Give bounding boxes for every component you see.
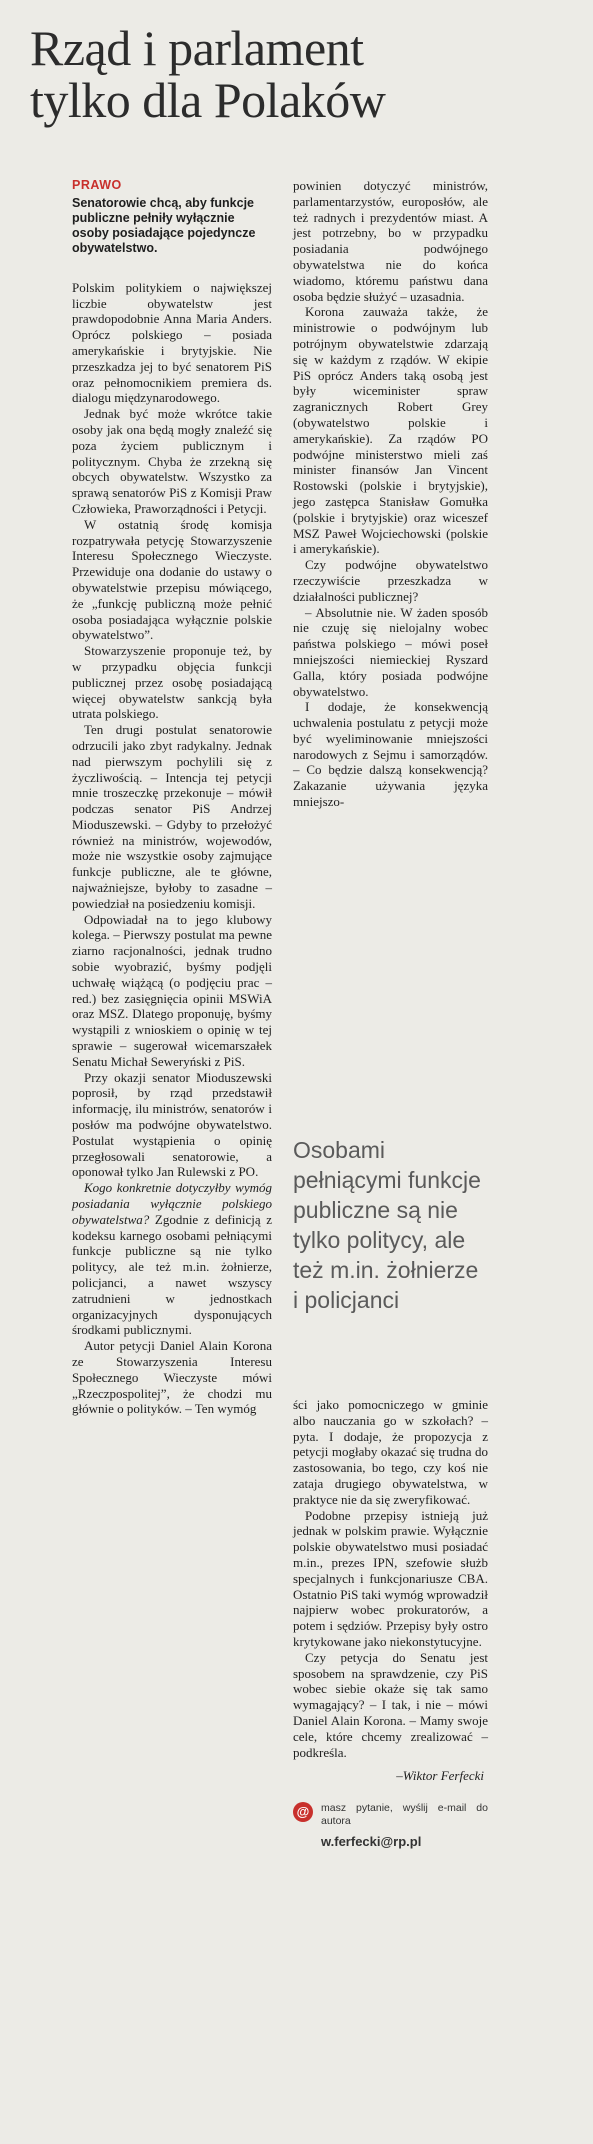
contact-label: masz pytanie, wyślij e-mail do autora	[321, 1802, 488, 1828]
body-paragraph: powinien dotyczyć ministrów, parlamentarzystów, europosłów, ale też radnych i prezydentów miast. A jest potrzebny, bo w przypadku posiadania podwójnego obywatelstwa nie do końca wiadomo, któremu państwu dana osoba będzie służyć – uzasadnia.	[293, 178, 488, 304]
question-answer: Zgodnie z definicją z kodeksu karnego osobami pełniącymi funkcje publiczne są nie tylko politycy, ale też m.in. żołnierze, policjanci, a nawet wszyscy zatrudnieni w jednostkach organizacyjnych dysponujących środkami publicznymi.	[72, 1211, 272, 1338]
body-paragraph: Odpowiadał na to jego klubowy kolega. – Pierwszy postulat ma pewne ziarno racjonalności, jednak trudno sobie wyobrazić, byśmy podjęli uchwałę wiążącą (o podjęciu prac – red.) bez zasięgnięcia opinii MSWiA oraz MSZ. Dlatego proponuję, byśmy wystąpili z wnioskiem o opinię w tej sprawie – sugerował wicemarszałek Senatu Michał Seweryński z PiS.	[72, 911, 272, 1069]
at-sign-icon: @	[293, 1802, 313, 1822]
section-rubric: PRAWO	[72, 178, 122, 192]
headline	[30, 22, 570, 126]
right-column-top	[293, 178, 488, 810]
author-email[interactable]: w.ferfecki@rp.pl	[321, 1834, 422, 1850]
body-paragraph: Korona zauważa także, że ministrowie o podwójnym lub potrójnym obywatelstwie zdarzają się w każdym z rządów. W ekipie PiS oprócz Anders taką osobą jest były wiceminister spraw zagranicznych Robert Grey (obywatelstwo polskie i amerykańskie). Za rządów PO podwójne ministerstwo mieli zaś minister finansów Jan Vincent Rostowski (polskie i brytyjskie), jego zastępca Stanisław Gomułka (polskie i brytyjskie) oraz wiceszef MSZ Paweł Wojciechowski (polskie i amerykańskie).	[293, 304, 488, 557]
body-paragraph: Czy petycja do Senatu jest sposobem na sprawdzenie, czy PiS wobec siebie okaże się tak samo wymagający? – I tak, i nie – mówi Daniel Alain Korona. – Mamy swoje cele, które chcemy zrealizować – podkreśla.	[293, 1649, 488, 1760]
body-paragraph: – Absolutnie nie. W żaden sposób nie czuję się nielojalny wobec państwa polskiego – mówi poseł mniejszości niemieckiej Ryszard Galla, który posiada podwójne obywatelstwo.	[293, 604, 488, 699]
body-paragraph: Autor petycji Daniel Alain Korona ze Stowarzyszenia Interesu Społecznego Wieczyste mówi „Rzeczpospolitej”, że chodzi mu głównie o polityków. – Ten wymóg	[72, 1338, 272, 1417]
body-paragraph: Ten drugi postulat senatorowie odrzucili jako zbyt radykalny. Jednak nad pierwszym pochylili się z życzliwością. – Intencja tej petycji mnie troszeczkę przekonuje – mówił podczas senator PiS Andrzej Mioduszewski. – Gdyby to przełożyć również na ministrów, wojewodów, może nie wszystkie osoby zajmujące funkcje publiczne, ale te główne, najważniejsze, byłoby to zasadne – powiedział na posiedzeniu komisji.	[72, 722, 272, 911]
right-column-bottom	[293, 1397, 488, 1850]
body-paragraph: Podobne przepisy istnieją już jednak w polskim prawie. Wyłącznie polskie obywatelstwo musi posiadać m.in., prezes IPN, szefowie służb specjalnych i funkcjonariusze CBA. Ostatnio PiS taki wymóg wprowadził najpierw wobec prokuratorów, a potem i sędziów. Przepisy były ostro krytykowane jako niekonstytucyjne.	[293, 1507, 488, 1649]
body-paragraph: I dodaje, że konsekwencją uchwalenia postulatu z petycji może być wyeliminowanie mniejszości narodowych z Sejmu i samorządów. – Co będzie dalszą konsekwencją? Zakazanie używania języka mniejszo-	[293, 699, 488, 810]
body-paragraph: Czy podwójne obywatelstwo rzeczywiście przeszkadza w działalności publicznej?	[293, 557, 488, 604]
body-paragraph: W ostatnią środę komisja rozpatrywała petycję Stowarzyszenie Interesu Społecznego Wieczyste. Przewiduje ona dodanie do ustawy o obywatelstwie przepisu mówiącego, że „funkcję publiczną może pełnić osoba posiadająca wyłącznie polskie obywatelstwo”.	[72, 516, 272, 643]
left-column	[72, 178, 272, 1417]
body-paragraph: ści jako pomocniczego w gminie albo nauczania go w szkołach? – pyta. I dodaje, że propozycja z petycji mogłaby okazać się trudna do zastosowania, bo tego, czy koś nie zataja drugiego obywatelstwa, w praktyce nie da się zweryfikować.	[293, 1397, 488, 1507]
question-italic: Kogo konkretnie dotyczyłby wymóg posiadania wyłącznie polskiego obywatelstwa?	[72, 1180, 272, 1227]
body-paragraph: Polskim politykiem o największej liczbie obywatelstw jest prawdopodobnie Anna Maria Anders. Oprócz polskiego – posiada amerykańskie i brytyjskie. Nie przeszkadza jej to być senatorem PiS oraz pełnomocnikiem premiera ds. dialogu międzynarodowego.	[72, 279, 272, 406]
body-paragraph: Przy okazji senator Mioduszewski poprosił, by rząd przedstawił informację, ilu ministrów, senatorów i posłów ma podwójne obywatelstwo. Postulat wystąpienia o opinię przegłosowali senatorowie, a oponował tylko Jan Rulewski z PO.	[72, 1069, 272, 1180]
author-signature: –Wiktor Ferfecki	[396, 1768, 484, 1784]
lead-paragraph: Senatorowie chcą, aby funkcje publiczne pełniły wyłącznie osoby posiadające pojedyncze obywatelstwo.	[72, 195, 256, 255]
body-paragraph	[72, 1180, 272, 1338]
body-paragraph: Jednak być może wkrótce takie osoby jak ona będą mogły znaleźć się poza życiem publicznym i politycznym. Chyba że zrzekną się obcych obywatelstw. Wszystko za sprawą senatorów PiS z Komisji Praw Człowieka, Praworządności i Petycji.	[72, 406, 272, 516]
headline-line-2: tylko dla Polaków	[30, 72, 386, 128]
pull-quote: Osobami pełniącymi funkcje publiczne są nie tylko politycy, ale też m.in. żołnierze i policjanci	[293, 1137, 481, 1313]
author-contact	[293, 1802, 488, 1850]
body-paragraph: Stowarzyszenie proponuje też, by w przypadku objęcia funkcji publicznej przez osobę posiadającą więcej obywatelstw sankcją była utrata polskiego.	[72, 643, 272, 722]
headline-line-1: Rząd i parlament	[30, 20, 364, 76]
